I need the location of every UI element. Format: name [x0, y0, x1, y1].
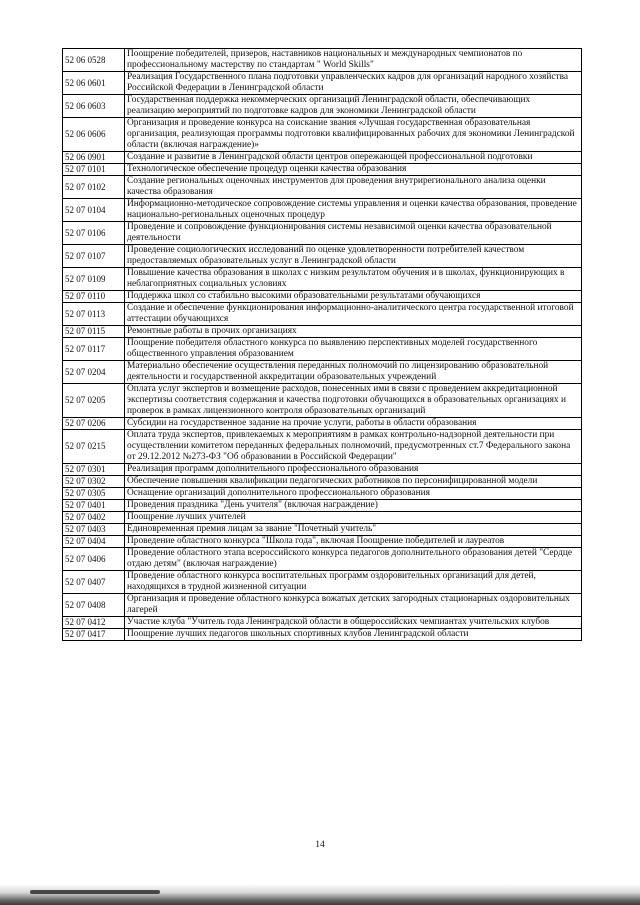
table-row: [63, 524, 582, 536]
table-row: [63, 118, 582, 152]
table-row: [63, 338, 582, 361]
row-code: 52 07 0406: [63, 548, 125, 571]
row-code: 52 06 0606: [63, 118, 125, 152]
page-number: 14: [315, 840, 325, 850]
row-description: Создание и развитие в Ленинградской области центров опережающей профессиональной подготовки: [125, 152, 582, 164]
budget-codes-table: [62, 48, 582, 641]
row-code: 52 07 0204: [63, 361, 125, 384]
row-description: Создание и обеспечение функционирования информационно-аналитического центра государственной итоговой аттестации обучающихся: [125, 303, 582, 326]
row-code: 52 07 0215: [63, 430, 125, 464]
row-description: Участие клуба "Учитель года Ленинградской области в общероссийских чемпиантах учительских клубов: [125, 617, 582, 629]
row-description: Субсидии на государственное задание на прочие услуги, работы в области образования: [125, 418, 582, 430]
row-description: Проведение областного этапа всероссийского конкурса педагогов дополнительного образования детей "Сердце отдаю детям" (включая награждение): [125, 548, 582, 571]
table-row: [63, 430, 582, 464]
table-row: [63, 594, 582, 617]
row-description: Поддержка школ со стабильно высокими образовательными результатами обучающихся: [125, 291, 582, 303]
row-code: 52 07 0115: [63, 326, 125, 338]
row-description: Оплата труда экспертов, привлекаемых к мероприятиям в рамках контрольно-надзорной деятельности при осуществлении комитетом переданных федеральных полномочий, предусмотренных ст.7 Федерального закона от 29.12.2012 №273-ФЗ "Об образовании в Российской Федерации": [125, 430, 582, 464]
table-row: [63, 476, 582, 488]
table-row: [63, 152, 582, 164]
row-code: 52 07 0412: [63, 617, 125, 629]
row-code: 52 07 0404: [63, 536, 125, 548]
table-row: [63, 536, 582, 548]
row-code: 52 07 0407: [63, 571, 125, 594]
row-code: 52 07 0113: [63, 303, 125, 326]
row-description: Повышение качества образования в школах с низким результатом обучения и в школах, функционирующих в неблагоприятных социальных условиях: [125, 268, 582, 291]
row-code: 52 07 0106: [63, 222, 125, 245]
row-description: Материально обеспечение осуществления переданных полномочий по лицензированию образовательной деятельности и государственной аккредитации образовательных учреждений: [125, 361, 582, 384]
table-row: [63, 291, 582, 303]
row-code: 52 07 0302: [63, 476, 125, 488]
table-row: [63, 326, 582, 338]
table-row: [63, 222, 582, 245]
row-description: Проведение областного конкурса "Школа года", включая Поощрение победителей и лауреатов: [125, 536, 582, 548]
row-code: 52 07 0205: [63, 384, 125, 418]
row-description: Организация и проведение конкурса на соискание звания «Лучшая государственная образовательная организация, реализующая программы подготовки квалифицированных рабочих для экономики Ленинградской области (включая награждение)»: [125, 118, 582, 152]
row-description: Оплата услуг экспертов и возмещение расходов, понесенных ими в связи с проведением аккредитационной экспертизы соответствия содержания и качества подготовки обучающихся в образовательных организациях и проверок в рамках лицензионного контроля образовательных организаций: [125, 384, 582, 418]
table-row: [63, 303, 582, 326]
row-code: 52 07 0403: [63, 524, 125, 536]
table-row: [63, 617, 582, 629]
table-row: [63, 245, 582, 268]
row-code: 52 07 0408: [63, 594, 125, 617]
table-row: [63, 49, 582, 72]
row-description: Поощрение победителей, призеров, наставников национальных и международных чемпионатов по профессиональному мастерству по стандартам " World Skills": [125, 49, 582, 72]
table-body: [63, 49, 582, 641]
row-code: 52 07 0402: [63, 512, 125, 524]
table-row: [63, 95, 582, 118]
row-description: Реализация программ дополнительного профессионального образования: [125, 464, 582, 476]
table-row: [63, 72, 582, 95]
row-description: Обеспечение повышения квалификации педагогических работников по персонифицированной модели: [125, 476, 582, 488]
scan-smudge: [30, 890, 160, 894]
row-code: 52 06 0601: [63, 72, 125, 95]
row-description: Оснащение организаций дополнительного профессионального образования: [125, 488, 582, 500]
row-code: 52 07 0102: [63, 176, 125, 199]
row-description: Поощрение лучших учителей: [125, 512, 582, 524]
row-description: Информационно-методическое сопровождение системы управления и оценки качества образования, проведение национально-региональных оценочных процедур: [125, 199, 582, 222]
row-description: Технологическое обеспечение процедур оценки качества образования: [125, 164, 582, 176]
row-description: Проведения праздника "День учителя" (включая награждение): [125, 500, 582, 512]
row-code: 52 07 0206: [63, 418, 125, 430]
row-code: 52 07 0101: [63, 164, 125, 176]
table-row: [63, 176, 582, 199]
table-row: [63, 512, 582, 524]
row-code: 52 07 0107: [63, 245, 125, 268]
row-description: Организация и проведение областного конкурса вожатых детских загородных стационарных оздоровительных лагерей: [125, 594, 582, 617]
row-code: 52 07 0104: [63, 199, 125, 222]
table-row: [63, 488, 582, 500]
row-code: 52 07 0305: [63, 488, 125, 500]
row-code: 52 07 0109: [63, 268, 125, 291]
table-row: [63, 384, 582, 418]
row-description: Проведение и сопровождение функционирования системы независимой оценки качества образовательной деятельности: [125, 222, 582, 245]
table-row: [63, 164, 582, 176]
table-row: [63, 268, 582, 291]
row-description: Реализация Государственного плана подготовки управленческих кадров для организаций народного хозяйства Российской Федерации в Ленинградской области: [125, 72, 582, 95]
table-row: [63, 629, 582, 641]
table-row: [63, 361, 582, 384]
table-row: [63, 464, 582, 476]
table-row: [63, 500, 582, 512]
table-row: [63, 199, 582, 222]
row-code: 52 07 0301: [63, 464, 125, 476]
row-description: Ремонтные работы в прочих организациях: [125, 326, 582, 338]
row-code: 52 06 0901: [63, 152, 125, 164]
row-code: 52 07 0117: [63, 338, 125, 361]
row-description: Единовременная премия лицам за звание "Почетный учитель": [125, 524, 582, 536]
row-code: 52 07 0110: [63, 291, 125, 303]
row-code: 52 06 0603: [63, 95, 125, 118]
table-row: [63, 571, 582, 594]
row-description: Государственная поддержка некоммерческих организаций Ленинградской области, обеспечивающих реализацию мероприятий по подготовке кадров для экономики Ленинградской области: [125, 95, 582, 118]
scan-bottom-edge: [0, 884, 640, 905]
row-description: Поощрение победителя областного конкурса по выявлению перспективных моделей государственного общественного управления образованием: [125, 338, 582, 361]
row-code: 52 07 0401: [63, 500, 125, 512]
row-description: Поощрение лучших педагогов школьных спортивных клубов Ленинградской области: [125, 629, 582, 641]
table-row: [63, 548, 582, 571]
row-code: 52 06 0528: [63, 49, 125, 72]
row-description: Проведение социологических исследований по оценке удовлетворенности потребителей качеством предоставляемых образовательных услуг в Ленинградской области: [125, 245, 582, 268]
row-description: Проведение областного конкурса воспитательных программ оздоровительных организаций для детей, находящихся в трудной жизненной ситуации: [125, 571, 582, 594]
table-row: [63, 418, 582, 430]
row-description: Создание региональных оценочных инструментов для проведения внутрирегионального анализа оценки качества образования: [125, 176, 582, 199]
row-code: 52 07 0417: [63, 629, 125, 641]
